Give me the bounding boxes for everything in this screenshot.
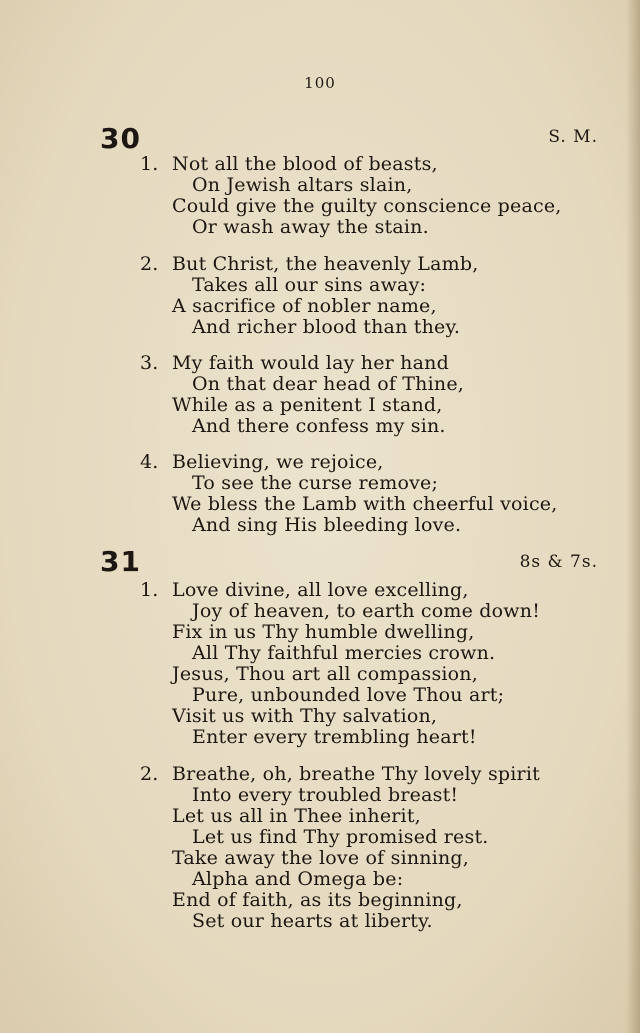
stanza-line: Enter every trembling heart! (192, 726, 477, 748)
stanza (140, 580, 610, 748)
stanza-line: On that dear head of Thine, (192, 373, 465, 395)
stanza-line: 2. Breathe, oh, breathe Thy lovely spirit (140, 763, 540, 785)
hymn-number: 30 (100, 122, 141, 155)
stanza-line: Into every troubled breast! (192, 784, 459, 806)
stanza (140, 353, 610, 437)
stanza-line: 1. Love divine, all love excelling, (140, 579, 469, 601)
stanza-line: A sacrifice of nobler name, (172, 295, 437, 317)
hymn-meter: 8s & 7s. (519, 552, 598, 572)
stanza-line: 2. But Christ, the heavenly Lamb, (140, 253, 479, 275)
stanza-line: End of faith, as its beginning, (172, 889, 463, 911)
stanza-line: On Jewish altars slain, (192, 174, 413, 196)
stanza-line: Fix in us Thy humble dwelling, (172, 621, 475, 643)
page-edge-shadow (626, 0, 640, 1033)
stanza (140, 154, 610, 238)
stanza-line: Let us find Thy promised rest. (192, 826, 489, 848)
stanza-number: 1. (140, 579, 159, 601)
stanza-line: And sing His bleeding love. (192, 514, 462, 536)
stanza-number: 2. (140, 763, 159, 785)
stanza-line: While as a penitent I stand, (172, 394, 443, 416)
stanza-line: And richer blood than they. (192, 316, 461, 338)
page-number: 100 (304, 74, 336, 92)
stanza-line: Alpha and Omega be: (192, 868, 404, 890)
stanza-line: Joy of heaven, to earth come down! (192, 600, 541, 622)
stanza-line: 3. My faith would lay her hand (140, 352, 449, 374)
stanza (140, 254, 610, 338)
stanza-line: Pure, unbounded love Thou art; (192, 684, 505, 706)
stanza-line: Could give the guilty conscience peace, (172, 195, 562, 217)
stanza-line: Take away the love of sinning, (172, 847, 470, 869)
stanza-line: Takes all our sins away: (192, 274, 427, 296)
stanza-number: 2. (140, 253, 159, 275)
stanza (140, 764, 610, 932)
hymn-number: 31 (100, 545, 141, 578)
stanza-line: Set our hearts at liberty. (192, 910, 433, 932)
stanza-number: 3. (140, 352, 159, 374)
stanza-number: 1. (140, 153, 159, 175)
stanza-line: All Thy faithful mercies crown. (192, 642, 496, 664)
stanza-line: Let us all in Thee inherit, (172, 805, 421, 827)
stanza (140, 452, 610, 536)
stanza-line: Visit us with Thy salvation, (172, 705, 438, 727)
stanza-number: 4. (140, 451, 159, 473)
stanza-line: And there confess my sin. (192, 415, 446, 437)
hymn-meter: S. M. (548, 127, 598, 147)
stanza-line: Or wash away the stain. (192, 216, 429, 238)
stanza-line: 4. Believing, we rejoice, (140, 451, 384, 473)
stanza-line: 1. Not all the blood of beasts, (140, 153, 438, 175)
stanza-line: To see the curse remove; (192, 472, 439, 494)
stanza-line: We bless the Lamb with cheerful voice, (172, 493, 558, 515)
stanza-line: Jesus, Thou art all compassion, (172, 663, 478, 685)
